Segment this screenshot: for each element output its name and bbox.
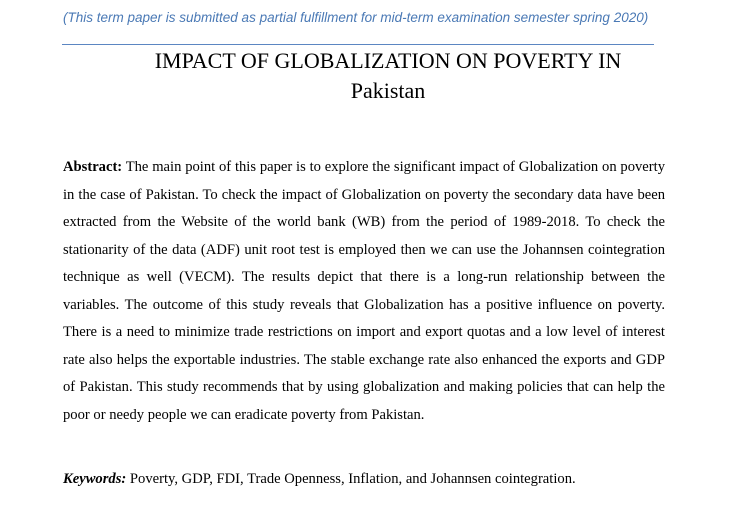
keywords-text: Poverty, GDP, FDI, Trade Openness, Inflation, and Johannsen cointegration. [129,471,576,487]
title-line-1: IMPACT OF GLOBALIZATION ON POVERTY IN [154,48,622,73]
header-note: (This term paper is submitted as partial fulfillment for mid-term examination semester spring 2020) [63,10,649,25]
keywords-label: Keywords: [63,471,127,487]
header-divider [62,44,654,45]
abstract-paragraph [63,154,665,429]
keywords-paragraph [63,467,703,491]
title-line-2: Pakistan [350,78,426,103]
abstract-label: Abstract: [63,159,123,175]
paper-title [40,46,736,106]
abstract-text: The main point of this paper is to explore the significant impact of Globalization on poverty in the case of Pakistan. To check the impact of Globalization on poverty the secondary data have been extracted from the Website of the world bank (WB) from the period of 1989-2018. To check the stationarity of the data (ADF) unit root test is employed then we can use the Johannsen cointegration technique as well (VECM). The results depict that there is a long-run relationship between the variables. The outcome of this study reveals that Globalization has a positive influence on poverty. There is a need to minimize trade restrictions on import and export quotas and a low level of interest rate also helps the exportable industries. The stable exchange rate also enhanced the exports and GDP of Pakistan. This study recommends that by using globalization and making policies that can help the poor or needy people we can eradicate poverty from Pakistan. [63,159,666,423]
